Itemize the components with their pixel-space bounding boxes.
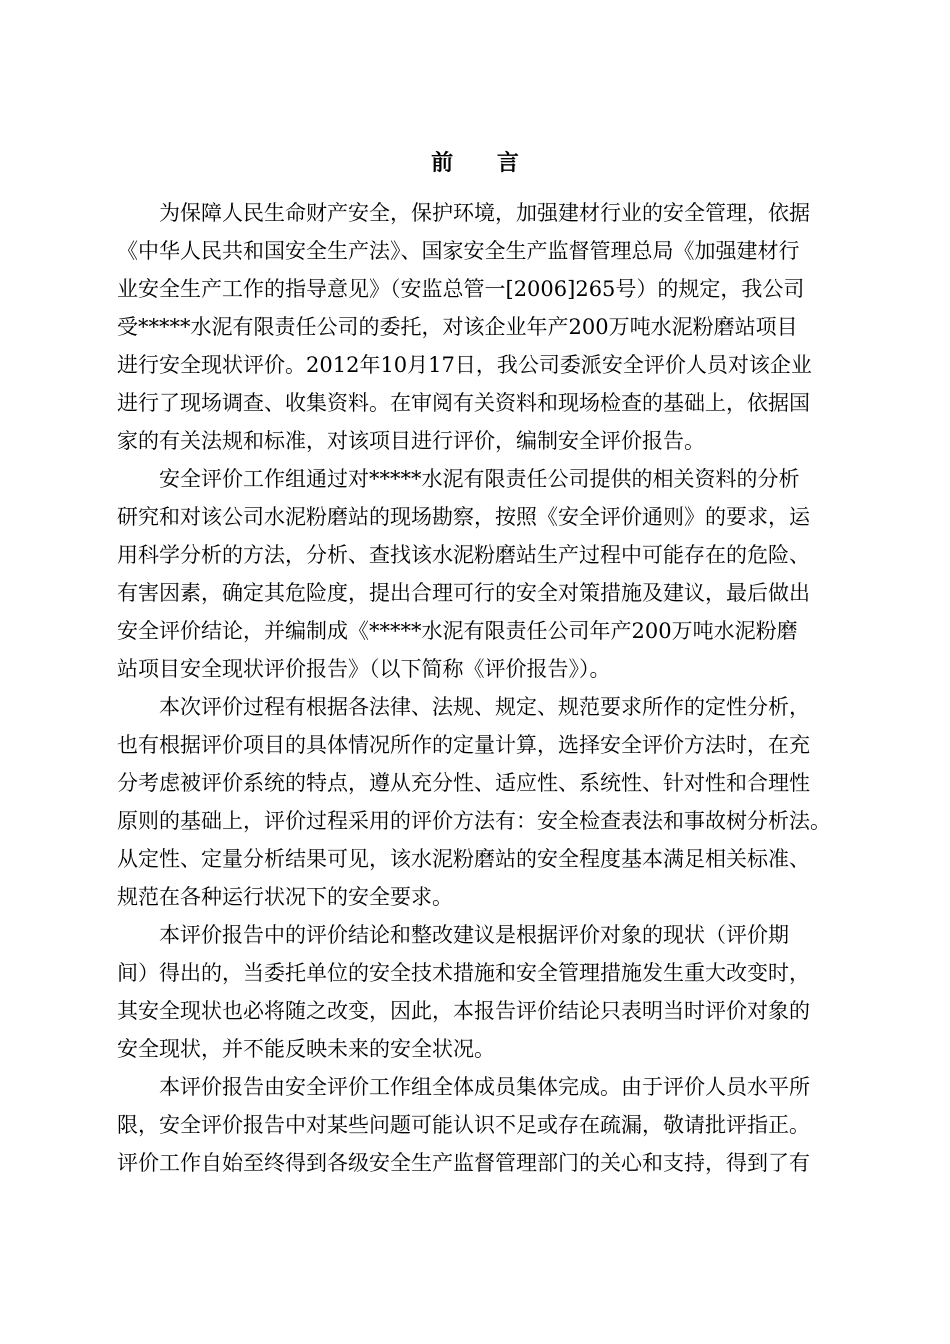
text-line: 规范在各种运行状况下的安全要求。	[117, 885, 453, 909]
document-body	[117, 194, 857, 1182]
text-line: 站项目安全现状评价报告》（以下简称《评价报告》）。	[117, 657, 611, 681]
text-line: 原则的基础上，评价过程采用的评价方法有：安全检查表法和事故树分析法。	[117, 809, 831, 833]
text-line: 安全现状，并不能反映未来的安全状况。	[117, 1037, 495, 1061]
text-line: 限，安全评价报告中对某些问题可能认识不足或存在疏漏，敬请批评指正。	[117, 1113, 810, 1137]
text-line: 本评价报告中的评价结论和整改建议是根据评价对象的现状（评价期	[159, 923, 789, 947]
text-line: 受*****水泥有限责任公司的委托，对该企业年产200万吨水泥粉磨站项目	[117, 315, 798, 339]
text-line: 业安全生产工作的指导意见》（安监总管一[2006]265号）的规定，我公司	[117, 277, 805, 301]
text-line: 研究和对该公司水泥粉磨站的现场勘察，按照《安全评价通则》的要求，运	[117, 505, 810, 529]
text-line: 其安全现状也必将随之改变，因此，本报告评价结论只表明当时评价对象的	[117, 999, 810, 1023]
text-line: 分考虑被评价系统的特点，遵从充分性、适应性、系统性、针对性和合理性	[117, 771, 810, 795]
text-line: 有害因素，确定其危险度，提出合理可行的安全对策措施及建议，最后做出	[117, 581, 810, 605]
page-title: 前 言	[431, 150, 537, 176]
text-line: 安全评价结论，并编制成《*****水泥有限责任公司年产200万吨水泥粉磨	[117, 619, 798, 643]
text-line: 为保障人民生命财产安全，保护环境，加强建材行业的安全管理，依据	[159, 201, 810, 225]
text-line: 也有根据评价项目的具体情况所作的定量计算，选择安全评价方法时，在充	[117, 733, 810, 757]
text-line: 安全评价工作组通过对*****水泥有限责任公司提供的相关资料的分析	[159, 467, 800, 491]
text-line: 进行安全现状评价。2012年10月17日，我公司委派安全评价人员对该企业	[117, 353, 812, 377]
text-line: 本评价报告由安全评价工作组全体成员集体完成。由于评价人员水平所	[159, 1075, 810, 1099]
text-line: 评价工作自始至终得到各级安全生产监督管理部门的关心和支持，得到了有	[117, 1151, 810, 1175]
text-line: 从定性、定量分析结果可见，该水泥粉磨站的安全程度基本满足相关标准、	[117, 847, 810, 871]
text-line: 间）得出的，当委托单位的安全技术措施和安全管理措施发生重大改变时，	[117, 961, 810, 985]
text-line: 用科学分析的方法，分析、查找该水泥粉磨站生产过程中可能存在的危险、	[117, 543, 810, 567]
text-line: 家的有关法规和标准，对该项目进行评价，编制安全评价报告。	[117, 429, 705, 453]
text-line: 进行了现场调查、收集资料。在审阅有关资料和现场检查的基础上，依据国	[117, 391, 810, 415]
text-line: 《中华人民共和国安全生产法》、国家安全生产监督管理总局《加强建材行	[117, 239, 800, 263]
text-line: 本次评价过程有根据各法律、法规、规定、规范要求所作的定性分析，	[159, 695, 810, 719]
